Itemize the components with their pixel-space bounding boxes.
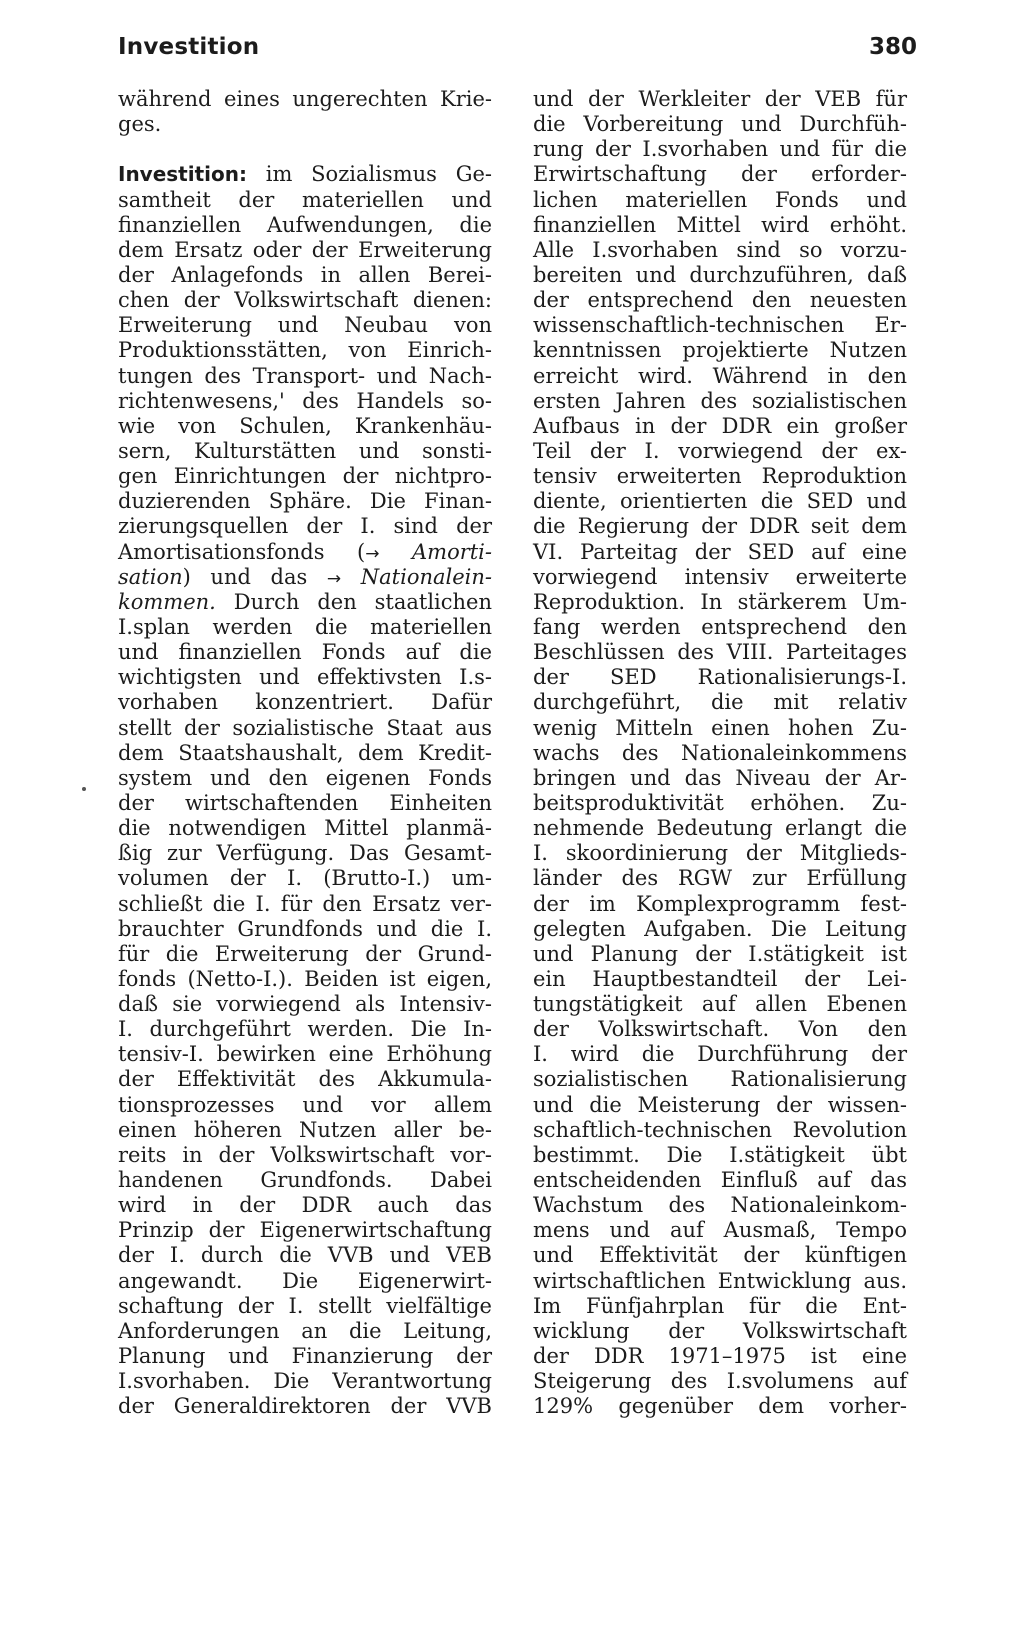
text-line: diente, orientierten die SED und: [533, 489, 907, 514]
text-line: wenig Mitteln einen hohen Zu-: [533, 715, 907, 740]
text-line: bereiten und durchzuführen, daß: [533, 262, 907, 287]
left-body-part-a: [118, 188, 492, 540]
cross-reference-line: [118, 590, 492, 615]
text-line: entscheidenden Einfluß auf das: [533, 1168, 907, 1193]
entry-first-line: [118, 162, 492, 187]
entry-first-line-text: im Sozialismus Ge-: [247, 162, 492, 187]
left-body-part-b: [118, 615, 492, 1420]
text-line: der Volkswirtschaft. Von den: [533, 1017, 907, 1042]
text-line: mens und auf Ausmaß, Tempo: [533, 1218, 907, 1243]
text-line: Wachstum des Nationaleinkom-: [533, 1193, 907, 1218]
ref-text: Durch den staatlichen: [215, 589, 492, 614]
text-line: einen höheren Nutzen aller be-: [118, 1117, 492, 1142]
text-line: gen Einrichtungen der nichtpro-: [118, 464, 492, 489]
cross-reference-line: [118, 540, 492, 565]
text-line: fonds (Netto-I.). Beiden ist eigen,: [118, 966, 492, 991]
text-line: dem Staatshaushalt, dem Kredit-: [118, 740, 492, 765]
cross-reference-term: Amorti-: [379, 539, 492, 564]
cross-reference-line: [118, 565, 492, 590]
text-line: volumen der I. (Brutto-I.) um-: [118, 866, 492, 891]
text-line: I.svorhaben. Die Verantwortung: [118, 1369, 492, 1394]
text-line: der Generaldirektoren der VVB: [118, 1394, 492, 1419]
text-line: der entsprechend den neuesten: [533, 288, 907, 313]
text-line: Anforderungen an die Leitung,: [118, 1318, 492, 1343]
paragraph-gap: [118, 137, 492, 162]
text-line: schaftlich-technischen Revolution: [533, 1117, 907, 1142]
text-line: Beschlüssen des VIII. Parteitages: [533, 640, 907, 665]
text-line: und Effektivität der künftigen: [533, 1243, 907, 1268]
text-line: und der Werkleiter der VEB für: [533, 87, 907, 111]
text-line: der im Komplexprogramm fest-: [533, 891, 907, 916]
text-line: Im Fünfjahrplan für die Ent-: [533, 1293, 907, 1318]
text-line: daß sie vorwiegend als Intensiv-: [118, 992, 492, 1017]
text-line: tionsprozesses und vor allem: [118, 1092, 492, 1117]
text-line: wichtigsten und effektivsten I.s-: [118, 665, 492, 690]
text-line: Aufbaus in der DDR ein großer: [533, 413, 907, 438]
text-line: wissenschaftlich-technischen Er-: [533, 313, 907, 338]
text-line: Planung und Finanzierung der: [118, 1344, 492, 1369]
text-line: kenntnissen projektierte Nutzen: [533, 338, 907, 363]
text-line: I. skoordinierung der Mitglieds-: [533, 841, 907, 866]
text-line: Steigerung des I.svolumens auf: [533, 1369, 907, 1394]
text-line: erreicht wird. Während in den: [533, 363, 907, 388]
text-line: finanziellen Mittel wird erhöht.: [533, 212, 907, 237]
text-line: schließt die I. für den Ersatz ver-: [118, 891, 492, 916]
text-line: der wirtschaftenden Einheiten: [118, 790, 492, 815]
text-line: rung der I.svorhaben und für die: [533, 137, 907, 162]
text-line: fang werden entsprechend den: [533, 614, 907, 639]
text-line: tensiv-I. bewirken eine Erhöhung: [118, 1042, 492, 1067]
text-line: richtenwesens,' des Handels so-: [118, 388, 492, 413]
cross-reference-term: kommen.: [118, 589, 216, 614]
text-line: I. wird die Durchführung der: [533, 1042, 907, 1067]
text-line: brauchter Grundfonds und die I.: [118, 916, 492, 941]
text-line: Erwirtschaftung der erforder-: [533, 162, 907, 187]
text-line: duzierenden Sphäre. Die Finan-: [118, 489, 492, 514]
text-line: I.splan werden die materiellen: [118, 614, 492, 639]
text-line: Prinzip der Eigenerwirtschaftung: [118, 1218, 492, 1243]
page-number: 380: [869, 34, 918, 60]
text-line: bestimmt. Die I.stätigkeit übt: [533, 1142, 907, 1167]
text-line: VI. Parteitag der SED auf eine: [533, 539, 907, 564]
text-line: der Effektivität des Akkumula-: [118, 1067, 492, 1092]
ref-text: ) und das: [182, 564, 327, 589]
text-line: tungstätigkeit auf allen Ebenen: [533, 992, 907, 1017]
text-line: der I. durch die VVB und VEB: [118, 1243, 492, 1268]
text-line: die notwendigen Mittel planmä-: [118, 816, 492, 841]
text-line: und Planung der I.stätigkeit ist: [533, 941, 907, 966]
text-line: während eines ungerechten Krie-: [118, 87, 492, 111]
text-line: Erweiterung und Neubau von: [118, 313, 492, 338]
text-line: vorwiegend intensiv erweiterte: [533, 564, 907, 589]
text-line: ein Hauptbestandteil der Lei-: [533, 966, 907, 991]
text-line: handenen Grundfonds. Dabei: [118, 1168, 492, 1193]
text-line: zierungsquellen der I. sind der: [118, 514, 492, 539]
text-line: bringen und das Niveau der Ar-: [533, 765, 907, 790]
text-line: angewandt. Die Eigenerwirt-: [118, 1268, 492, 1293]
running-head: Investition: [118, 34, 260, 60]
text-line: Teil der I. vorwiegend der ex-: [533, 438, 907, 463]
arrow-right-icon: →: [365, 543, 380, 564]
text-line: gelegten Aufgaben. Die Leitung: [533, 916, 907, 941]
text-line: durchgeführt, die mit relativ: [533, 690, 907, 715]
text-line: sern, Kulturstätten und sonsti-: [118, 438, 492, 463]
text-line: die Vorbereitung und Durchfüh-: [533, 112, 907, 137]
text-line: und finanziellen Fonds auf die: [118, 640, 492, 665]
text-line: tensiv erweiterten Reproduktion: [533, 464, 907, 489]
text-line: Alle I.svorhaben sind so vorzu-: [533, 237, 907, 262]
text-line: system und den eigenen Fonds: [118, 765, 492, 790]
text-line: Produktionsstätten, von Einrich-: [118, 338, 492, 363]
text-line: reits in der Volkswirtschaft vor-: [118, 1142, 492, 1167]
text-line: wicklung der Volkswirtschaft: [533, 1318, 907, 1343]
text-line: wird in der DDR auch das: [118, 1193, 492, 1218]
text-line: länder des RGW zur Erfüllung: [533, 866, 907, 891]
text-line: lichen materiellen Fonds und: [533, 187, 907, 212]
text-line: schaftung der I. stellt vielfältige: [118, 1293, 492, 1318]
text-line: die Regierung der DDR seit dem: [533, 514, 907, 539]
ref-text: Amortisationsfonds (: [118, 539, 366, 564]
left-column: [118, 87, 492, 1419]
text-line: vorhaben konzentriert. Dafür: [118, 690, 492, 715]
text-line: sozialistischen Rationalisierung: [533, 1067, 907, 1092]
text-line: der DDR 1971–1975 ist eine: [533, 1344, 907, 1369]
text-line: für die Erweiterung der Grund-: [118, 941, 492, 966]
text-line: wirtschaftlichen Entwicklung aus.: [533, 1268, 907, 1293]
text-line: Reproduktion. In stärkerem Um-: [533, 589, 907, 614]
text-line: ersten Jahren des sozialistischen: [533, 388, 907, 413]
text-line: tungen des Transport- und Nach-: [118, 363, 492, 388]
text-line: ges.: [118, 112, 162, 137]
text-line: stellt der sozialistische Staat aus: [118, 715, 492, 740]
text-line: und die Meisterung der wissen-: [533, 1092, 907, 1117]
cross-reference-term: Nationalein-: [341, 564, 492, 589]
text-line: beitsproduktivität erhöhen. Zu-: [533, 790, 907, 815]
entry-keyword: Investition:: [118, 162, 247, 187]
text-line: wie von Schulen, Krankenhäu-: [118, 413, 492, 438]
text-line: dem Ersatz oder der Erweiterung: [118, 237, 492, 262]
right-column: [533, 87, 907, 1419]
text-line: der SED Rationalisierungs-I.: [533, 665, 907, 690]
arrow-right-icon: →: [326, 568, 342, 589]
text-line: finanziellen Aufwendungen, die: [118, 212, 492, 237]
text-line: wachs des Nationaleinkommens: [533, 740, 907, 765]
margin-speck-mark: [82, 787, 86, 791]
text-line: samtheit der materiellen und: [118, 187, 492, 212]
cross-reference-term: sation: [118, 564, 183, 589]
text-line: 129% gegenüber dem vorher-: [533, 1394, 907, 1419]
text-line: ßig zur Verfügung. Das Gesamt-: [118, 841, 492, 866]
text-line: chen der Volkswirtschaft dienen:: [118, 288, 492, 313]
text-line: nehmende Bedeutung erlangt die: [533, 816, 907, 841]
text-line: der Anlagefonds in allen Berei-: [118, 262, 492, 287]
text-line: I. durchgeführt werden. Die In-: [118, 1017, 492, 1042]
